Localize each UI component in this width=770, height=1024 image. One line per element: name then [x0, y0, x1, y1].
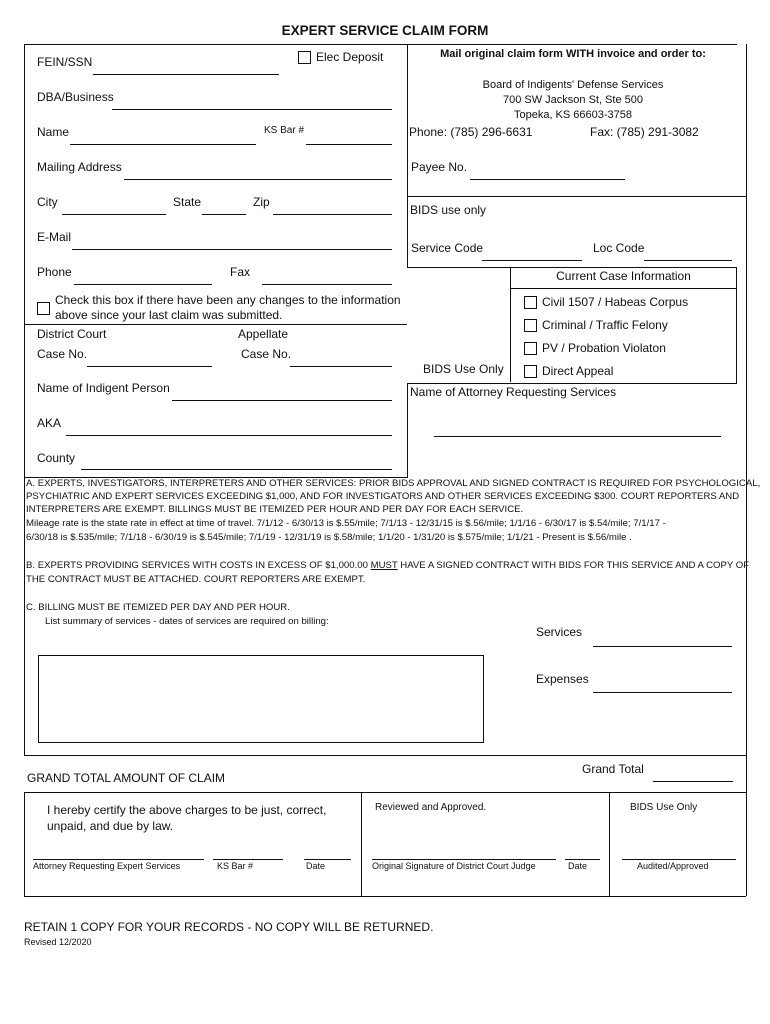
fein-field[interactable] [93, 74, 279, 75]
instruction-a-2: PSYCHIATRIC AND EXPERT SERVICES EXCEEDING $1,000, AND FOR INVESTIGATORS AND OTHER SERVICES EXCEEDING $300. COURT REPORTERS AND [26, 491, 740, 502]
certify-bottom-line [24, 896, 746, 897]
fein-label: FEIN/SSN [37, 55, 93, 69]
dba-label: DBA/Business [37, 90, 114, 104]
instruction-a-1: A. EXPERTS, INVESTIGATORS, INTERPRETERS AND OTHER SERVICES: PRIOR BIDS APPROVAL AND SIGNED CONTRACT IS REQUIRED FOR PSYCHOLOGICAL, [26, 478, 761, 489]
judge-signature-label: Original Signature of District Court Judge [372, 861, 536, 871]
service-code-label: Service Code [411, 241, 484, 255]
case-option-appeal: Direct Appeal [542, 364, 614, 378]
phone-field[interactable] [74, 284, 212, 285]
instruction-a-3: INTERPRETERS ARE EXEMPT. BILLINGS MUST BE ITEMIZED PER HOUR AND PER DAY FOR EACH SERVICE. [26, 504, 524, 515]
instruction-a-4: Mileage rate is the state rate in effect at time of travel. 7/1/12 - 6/30/13 is $.55/mile; 7/1/13 - 12/31/15 is $.56/mile; 1/1/16 - 6/30/17 is $.54/mile; 7/1/17 - [26, 518, 666, 529]
probation-violation-checkbox[interactable] [524, 342, 537, 355]
case-option-criminal: Criminal / Traffic Felony [542, 318, 668, 332]
ks-bar-label: KS Bar # [264, 125, 305, 136]
appellate-case-field[interactable] [290, 366, 392, 367]
case-info-header-line [510, 288, 737, 289]
direct-appeal-checkbox[interactable] [524, 365, 537, 378]
top-border [24, 44, 737, 45]
county-field[interactable] [81, 469, 392, 470]
date-label-1: Date [306, 861, 326, 871]
expenses-field[interactable] [593, 692, 732, 693]
instruction-a-5: 6/30/18 is $.535/mile; 7/1/18 - 6/30/19 is $.545/mile; 7/1/19 - 12/31/19 is $.58/mile; 1/1/20 - 1/31/20 is $.575/mile; 1/1/21 - Present is $.56/mile . [26, 532, 632, 543]
ks-bar-signature-label: KS Bar # [217, 861, 254, 871]
services-summary-box[interactable] [38, 655, 484, 743]
fax-field[interactable] [262, 284, 392, 285]
date-signature-line-2[interactable] [565, 859, 600, 860]
dba-field[interactable] [112, 109, 392, 110]
reviewed-label: Reviewed and Approved. [375, 802, 487, 813]
email-label: E-Mail [37, 230, 72, 244]
address-line-3: Topeka, KS 66603-3758 [513, 109, 633, 121]
retain-notice: RETAIN 1 COPY FOR YOUR RECORDS - NO COPY WILL BE RETURNED. [24, 920, 434, 934]
certify-top-line [24, 792, 746, 793]
grand-total-label: Grand Total [582, 762, 644, 776]
state-label: State [173, 195, 202, 209]
revised-date: Revised 12/2020 [24, 937, 92, 947]
case-option-civil: Civil 1507 / Habeas Corpus [542, 295, 689, 309]
instruction-b-1 [26, 560, 749, 571]
certify-line-1: I hereby certify the above charges to be just, correct, [47, 803, 327, 817]
attorney-field[interactable] [434, 436, 721, 437]
name-label: Name [37, 125, 70, 139]
elec-deposit-label: Elec Deposit [316, 50, 384, 64]
mailing-label: Mailing Address [37, 160, 122, 174]
fax-label: Fax [230, 265, 251, 279]
instruction-b-must: MUST [370, 560, 398, 571]
phone-label: Phone [37, 265, 72, 279]
audited-label: Audited/Approved [637, 861, 709, 871]
certify-divider-2 [609, 792, 610, 896]
district-case-label: Case No. [37, 347, 88, 361]
grand-total-top-line [24, 755, 746, 756]
attorney-signature-line[interactable] [33, 859, 204, 860]
left-border [24, 44, 25, 755]
bids-phone: Phone: (785) 296-6631 [409, 125, 533, 139]
services-label: Services [536, 625, 583, 639]
address-line-1: Board of Indigents' Defense Services [482, 79, 664, 91]
changes-checkbox[interactable] [37, 302, 50, 315]
zip-label: Zip [253, 195, 270, 209]
payee-field[interactable] [470, 179, 625, 180]
loc-code-label: Loc Code [593, 241, 645, 255]
ks-bar-field[interactable] [306, 144, 392, 145]
instruction-b-pre: B. EXPERTS PROVIDING SERVICES WITH COSTS IN EXCESS OF $1,000.00 [26, 560, 371, 571]
aka-field[interactable] [66, 435, 392, 436]
aka-label: AKA [37, 416, 62, 430]
district-court-label: District Court [37, 327, 107, 341]
city-field[interactable] [62, 214, 166, 215]
appellate-label: Appellate [238, 327, 289, 341]
payee-label: Payee No. [411, 160, 468, 174]
zip-field[interactable] [273, 214, 392, 215]
ks-bar-signature-line[interactable] [213, 859, 283, 860]
case-info-title: Current Case Information [556, 269, 691, 283]
name-field[interactable] [70, 144, 256, 145]
indigent-field[interactable] [172, 400, 392, 401]
grand-total-field[interactable] [653, 781, 733, 782]
instruction-c-1: C. BILLING MUST BE ITEMIZED PER DAY AND PER HOUR. [26, 602, 290, 613]
criminal-felony-checkbox[interactable] [524, 319, 537, 332]
mailing-field[interactable] [124, 179, 392, 180]
service-code-field[interactable] [482, 260, 582, 261]
instruction-b-post: HAVE A SIGNED CONTRACT WITH BIDS FOR THIS SERVICE AND A COPY OF [397, 560, 750, 571]
payee-divider [407, 196, 746, 197]
bids-fax: Fax: (785) 291-3082 [590, 125, 699, 139]
district-case-field[interactable] [87, 366, 212, 367]
right-border [746, 44, 747, 896]
bids-use-only-case: BIDS Use Only [423, 362, 504, 376]
loc-code-field[interactable] [644, 260, 732, 261]
instruction-b-2: THE CONTRACT MUST BE ATTACHED. COURT REPORTERS ARE EXEMPT. [26, 574, 366, 585]
form-title: EXPERT SERVICE CLAIM FORM [281, 23, 489, 38]
certify-line-2: unpaid, and due by law. [47, 819, 174, 833]
attorney-label: Name of Attorney Requesting Services [410, 385, 617, 399]
expenses-label: Expenses [536, 672, 589, 686]
attorney-signature-label: Attorney Requesting Expert Services [33, 861, 181, 871]
date-label-2: Date [568, 861, 588, 871]
bids-use-only-footer: BIDS Use Only [630, 802, 698, 813]
changes-text-2: above since your last claim was submitted. [55, 308, 283, 322]
civil-1507-checkbox[interactable] [524, 296, 537, 309]
county-label: County [37, 451, 76, 465]
appellate-case-label: Case No. [241, 347, 292, 361]
services-field[interactable] [593, 646, 732, 647]
case-info-divider [510, 267, 511, 382]
audited-signature-line[interactable] [622, 859, 736, 860]
state-field[interactable] [202, 214, 246, 215]
city-label: City [37, 195, 58, 209]
certify-left-border [24, 792, 25, 896]
changes-text-1: Check this box if there have been any changes to the information [55, 293, 401, 307]
address-line-2: 700 SW Jackson St, Ste 500 [502, 94, 644, 106]
email-field[interactable] [72, 249, 392, 250]
mail-heading: Mail original claim form WITH invoice and order to: [440, 48, 706, 60]
date-signature-line-1[interactable] [304, 859, 351, 860]
instruction-c-2: List summary of services - dates of services are required on billing: [45, 616, 329, 627]
case-option-pv: PV / Probation Violaton [542, 341, 666, 355]
judge-signature-line[interactable] [372, 859, 556, 860]
elec-deposit-checkbox[interactable] [298, 51, 311, 64]
bids-use-only-label: BIDS use only [410, 203, 487, 217]
changes-divider [24, 324, 407, 325]
indigent-label: Name of Indigent Person [37, 381, 170, 395]
grand-total-claim-label: GRAND TOTAL AMOUNT OF CLAIM [27, 771, 226, 785]
certify-divider-1 [361, 792, 362, 896]
